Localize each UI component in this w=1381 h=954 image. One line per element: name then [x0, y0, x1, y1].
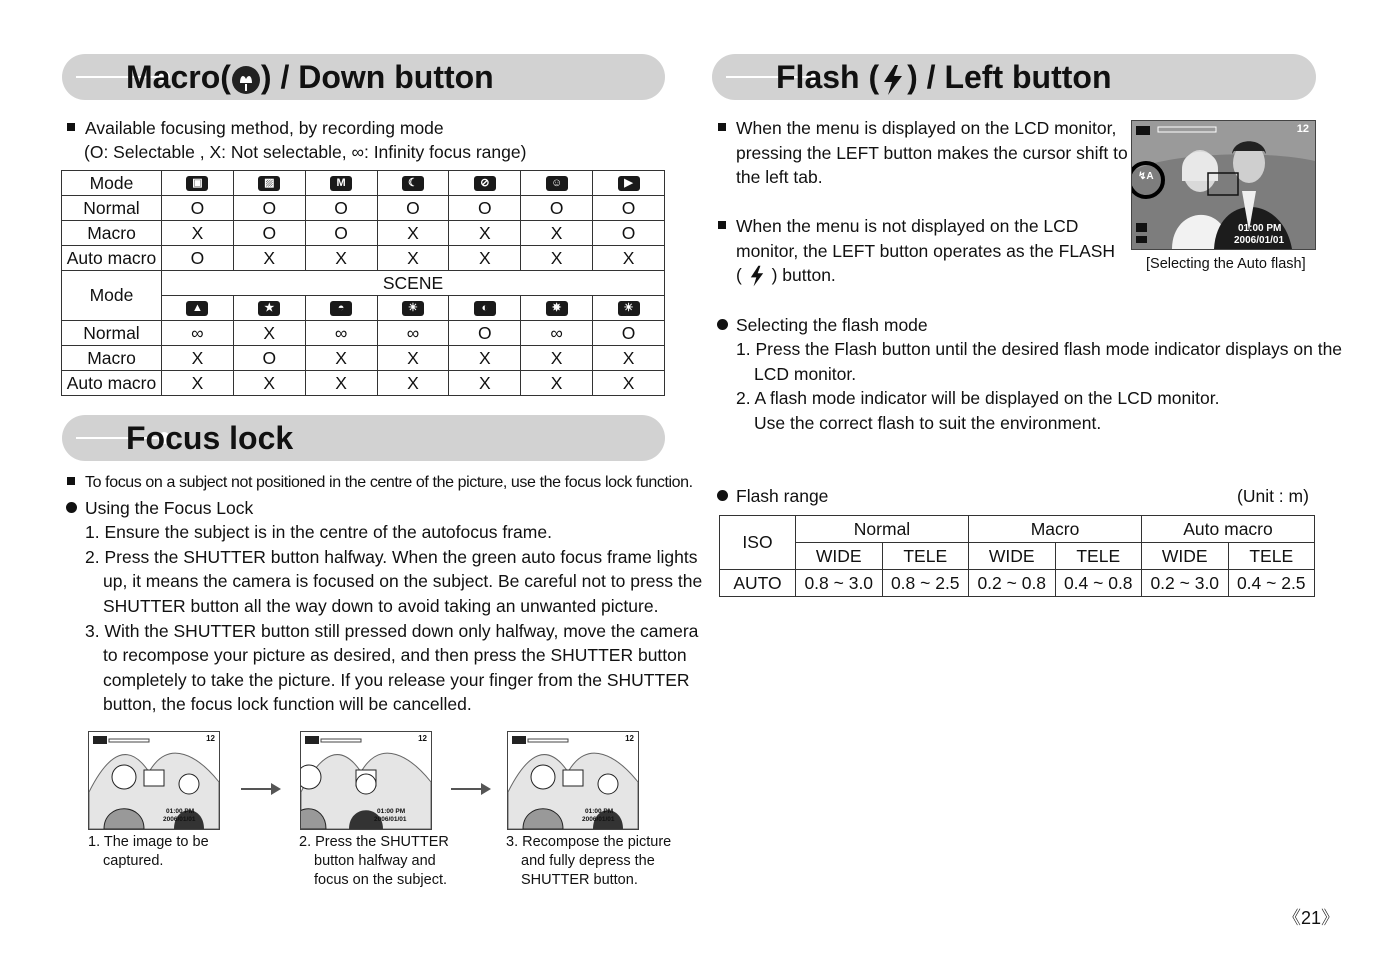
- table-cell: O: [305, 196, 377, 221]
- flash-title-post: ) / Left button: [907, 59, 1112, 95]
- selecting-flash-heading: [717, 313, 928, 338]
- selecting-step-line: Use the correct flash to suit the environment.: [754, 413, 1102, 433]
- flash-range-title: Flash range: [736, 486, 829, 506]
- illustration-scene: [89, 732, 219, 829]
- lcd-count: 12: [206, 734, 215, 743]
- table-row: [720, 570, 1315, 597]
- backlight-icon: ◐: [474, 301, 496, 316]
- selecting-flash-title: Selecting the flash mode: [736, 315, 928, 335]
- table-row: [62, 196, 665, 221]
- table-cell: O: [593, 196, 665, 221]
- table-cell: X: [305, 371, 377, 396]
- caption-2: [299, 833, 449, 890]
- table-cell: [593, 296, 665, 321]
- table-cell: [593, 171, 665, 196]
- caption-line: 1. The image to be: [88, 834, 209, 850]
- table-cell: O: [593, 221, 665, 246]
- table-cell: [162, 296, 234, 321]
- macro-flower-icon: [231, 65, 261, 95]
- sunset-icon: ◓: [330, 301, 352, 316]
- auto-mode-icon: ▣: [186, 176, 208, 191]
- macro-mode-table: [61, 170, 665, 396]
- lcd-time: 01:00 PM: [166, 808, 195, 815]
- table-cell: X: [162, 346, 234, 371]
- flash-title-pre: Flash (: [776, 59, 880, 95]
- caption-line: button halfway and: [314, 853, 436, 869]
- manual-mode-icon: M: [330, 176, 352, 191]
- table-cell: [233, 171, 305, 196]
- focus-step-line: 1. Ensure the subject is in the centre of the autofocus frame.: [85, 522, 552, 542]
- iso-label: ISO: [720, 516, 796, 570]
- table-cell: [449, 296, 521, 321]
- table-cell: 0.8 ~ 2.5: [882, 570, 969, 597]
- table-cell: X: [521, 221, 593, 246]
- table-cell: O: [449, 196, 521, 221]
- mode-label: Mode: [62, 171, 162, 196]
- focus-step-line: SHUTTER button all the way down to avoid taking an unwanted picture.: [103, 596, 659, 616]
- program-mode-icon: ▨: [258, 176, 280, 191]
- table-cell: O: [377, 196, 449, 221]
- lcd-date: 2006/01/01: [163, 816, 196, 823]
- flash-bullet-2-line: monitor, the LEFT button operates as the FLASH: [736, 241, 1116, 261]
- table-cell: ∞: [377, 321, 449, 346]
- caption-line: 3. Recompose the picture: [506, 834, 672, 850]
- table-cell: X: [449, 221, 521, 246]
- table-row: [62, 371, 665, 396]
- table-cell: O: [233, 221, 305, 246]
- focus-illustration-2: [300, 731, 432, 830]
- focus-step-line: 2. Press the SHUTTER button halfway. When the green auto focus frame lights: [85, 547, 698, 567]
- lcd-date: 2006/01/01: [374, 816, 407, 823]
- flash-heading-bar: [712, 54, 1316, 100]
- table-cell: 0.2 ~ 3.0: [1142, 570, 1229, 597]
- table-cell: X: [377, 346, 449, 371]
- lcd-time: 01:00 PM: [377, 808, 406, 815]
- table-row: [62, 246, 665, 271]
- round-bullet-icon: [66, 502, 77, 513]
- table-cell: X: [449, 246, 521, 271]
- fireworks-icon: ✵: [546, 301, 568, 316]
- flash-bullet-2-tail: [736, 263, 836, 288]
- square-bullet-icon: [67, 477, 75, 485]
- focus-lock-heading-bar: [62, 415, 665, 461]
- sub-header: TELE: [882, 543, 969, 570]
- sub-header: WIDE: [796, 543, 883, 570]
- paren-open: (: [736, 265, 742, 285]
- flash-bullet-2: [718, 214, 1078, 239]
- sub-header: TELE: [1228, 543, 1315, 570]
- sub-header: WIDE: [969, 543, 1056, 570]
- night-scene-icon: ★: [258, 301, 280, 316]
- lcd-time: 01:00 PM: [1238, 223, 1282, 234]
- scene-label: SCENE: [162, 271, 665, 296]
- macro-title-post: ) / Down button: [260, 59, 494, 95]
- table-cell: [377, 171, 449, 196]
- focus-bullet-1-text: To focus on a subject not positioned in the centre of the picture, use the focus lock function.: [85, 474, 693, 491]
- flash-bolt-icon: [879, 64, 907, 96]
- table-cell: 0.4 ~ 0.8: [1055, 570, 1142, 597]
- flash-bolt-icon: [747, 265, 767, 287]
- dawn-icon: ☀: [402, 301, 424, 316]
- table-row: [62, 221, 665, 246]
- table-cell: O: [162, 196, 234, 221]
- table-cell: X: [377, 221, 449, 246]
- focus-illustration-1: [88, 731, 220, 830]
- macro-bullet-1-text: Available focusing method, by recording mode: [85, 118, 444, 138]
- table-cell: X: [521, 346, 593, 371]
- focus-bullet-2: [66, 496, 253, 521]
- table-cell: [305, 296, 377, 321]
- table-cell: O: [162, 246, 234, 271]
- table-cell: X: [233, 371, 305, 396]
- focus-step-line: up, it means the camera is focused on the subject. Be careful not to press the: [103, 571, 703, 591]
- table-cell: X: [521, 371, 593, 396]
- table-cell: X: [233, 246, 305, 271]
- row-label: Normal: [62, 196, 162, 221]
- illustration-scene: [301, 732, 431, 829]
- table-cell: [162, 171, 234, 196]
- lcd-date: 2006/01/01: [582, 816, 615, 823]
- row-label: Auto macro: [62, 371, 162, 396]
- table-cell: [305, 171, 377, 196]
- table-cell: X: [305, 346, 377, 371]
- focus-bullet-1: [67, 471, 693, 496]
- table-cell: X: [593, 246, 665, 271]
- dis-mode-icon: ☾: [402, 176, 424, 191]
- table-cell: O: [233, 346, 305, 371]
- table-cell: O: [233, 196, 305, 221]
- illustration-scene: [508, 732, 638, 829]
- focus-step-line: completely to take the picture. If you release your finger from the SHUTTER: [103, 670, 690, 690]
- table-row: [62, 321, 665, 346]
- lcd-count: 12: [418, 734, 427, 743]
- selecting-step-line: LCD monitor.: [754, 364, 857, 384]
- beach-snow-icon: ☀: [618, 301, 640, 316]
- row-label: Auto macro: [62, 246, 162, 271]
- square-bullet-icon: [718, 221, 726, 229]
- photo-caption: [Selecting the Auto flash]: [1146, 256, 1306, 272]
- macro-bullet-1: [67, 116, 444, 141]
- table-row: [62, 271, 665, 296]
- table-cell: 0.2 ~ 0.8: [969, 570, 1056, 597]
- flash-range-heading: [717, 484, 828, 509]
- table-cell: [521, 296, 593, 321]
- lcd-count: 12: [625, 734, 634, 743]
- focus-bullet-2-text: Using the Focus Lock: [85, 498, 254, 518]
- table-cell: [521, 171, 593, 196]
- table-cell: 0.8 ~ 3.0: [796, 570, 883, 597]
- square-bullet-icon: [718, 123, 726, 131]
- portrait-mode-icon: ☺: [546, 176, 568, 191]
- flash-range-unit: (Unit : m): [1237, 486, 1309, 506]
- table-cell: X: [162, 221, 234, 246]
- auto-flash-icon: ↯A: [1138, 171, 1154, 182]
- row-label: Macro: [62, 346, 162, 371]
- row-label: Macro: [62, 221, 162, 246]
- arrow-icon: [451, 788, 489, 790]
- table-cell: X: [162, 371, 234, 396]
- paren-close: ) button.: [771, 265, 836, 285]
- round-bullet-icon: [717, 490, 728, 501]
- row-label: Normal: [62, 321, 162, 346]
- table-cell: 0.4 ~ 2.5: [1228, 570, 1315, 597]
- table-cell: X: [449, 371, 521, 396]
- flash-bullet-1-text: When the menu is displayed on the LCD monitor,: [736, 118, 1117, 138]
- caption-line: 2. Press the SHUTTER: [299, 834, 449, 850]
- lcd-date: 2006/01/01: [1234, 235, 1285, 246]
- caption-line: SHUTTER button.: [521, 872, 638, 888]
- table-row: [720, 543, 1315, 570]
- lcd-count: 12: [1296, 123, 1309, 135]
- table-cell: O: [593, 321, 665, 346]
- auto-flash-lcd-photo: [1131, 120, 1316, 250]
- macro-title-pre: Macro(: [126, 59, 231, 95]
- caption-line: focus on the subject.: [314, 872, 447, 888]
- table-row: [62, 171, 665, 196]
- focus-step-line: button, the focus lock function will be cancelled.: [103, 694, 472, 714]
- flash-title: [776, 59, 1112, 96]
- table-row: [62, 346, 665, 371]
- macro-bullet-1-line2: (O: Selectable , X: Not selectable, ∞: Infinity focus range): [84, 142, 527, 162]
- landscape-icon: ▲: [186, 301, 208, 316]
- macro-heading-bar: [62, 54, 665, 100]
- photo-help-icon: ⊘: [474, 176, 496, 191]
- sub-header: TELE: [1055, 543, 1142, 570]
- selecting-step-line: 2. A flash mode indicator will be displayed on the LCD monitor.: [736, 388, 1220, 408]
- sub-header: WIDE: [1142, 543, 1229, 570]
- table-cell: O: [305, 221, 377, 246]
- flash-bullet-1: [718, 116, 1116, 141]
- mode-label: Mode: [62, 271, 162, 321]
- table-cell: X: [377, 246, 449, 271]
- table-cell: O: [521, 196, 593, 221]
- flash-bullet-1-line: pressing the LEFT button makes the cursor shift to: [736, 143, 1128, 163]
- table-cell: X: [305, 246, 377, 271]
- row-label: AUTO: [720, 570, 796, 597]
- table-cell: ∞: [162, 321, 234, 346]
- table-cell: [233, 296, 305, 321]
- table-cell: ∞: [305, 321, 377, 346]
- lcd-time: 01:00 PM: [585, 808, 614, 815]
- focus-step-line: 3. With the SHUTTER button still pressed down only halfway, move the camera: [85, 621, 699, 641]
- focus-illustration-3: [507, 731, 639, 830]
- flash-bullet-1-line: the left tab.: [736, 167, 823, 187]
- arrow-icon: [241, 788, 279, 790]
- table-cell: [377, 296, 449, 321]
- table-cell: O: [449, 321, 521, 346]
- table-row: [720, 516, 1315, 543]
- square-bullet-icon: [67, 123, 75, 131]
- table-cell: X: [593, 346, 665, 371]
- flash-range-table: [719, 515, 1315, 597]
- table-cell: X: [233, 321, 305, 346]
- caption-1: [88, 833, 209, 871]
- caption-3: [506, 833, 671, 890]
- focus-lock-title: Focus lock: [126, 420, 294, 456]
- table-cell: [449, 171, 521, 196]
- flash-bullet-2-text: When the menu is not displayed on the LCD: [736, 216, 1079, 236]
- caption-line: and fully depress the: [521, 853, 655, 869]
- group-header: Macro: [969, 516, 1142, 543]
- movie-mode-icon: ▶: [618, 176, 640, 191]
- table-cell: X: [449, 346, 521, 371]
- table-cell: ∞: [521, 321, 593, 346]
- table-cell: X: [593, 371, 665, 396]
- page-number: 《21》: [1283, 908, 1340, 928]
- caption-line: captured.: [103, 853, 164, 869]
- group-header: Auto macro: [1142, 516, 1315, 543]
- table-cell: X: [377, 371, 449, 396]
- selecting-step-line: 1. Press the Flash button until the desired flash mode indicator displays on the: [736, 339, 1343, 359]
- round-bullet-icon: [717, 319, 728, 330]
- table-cell: X: [521, 246, 593, 271]
- macro-title: [126, 59, 494, 96]
- wedding-couple-scene: [1132, 121, 1315, 249]
- group-header: Normal: [796, 516, 969, 543]
- focus-step-line: to recompose your picture as desired, and then press the SHUTTER button: [103, 645, 687, 665]
